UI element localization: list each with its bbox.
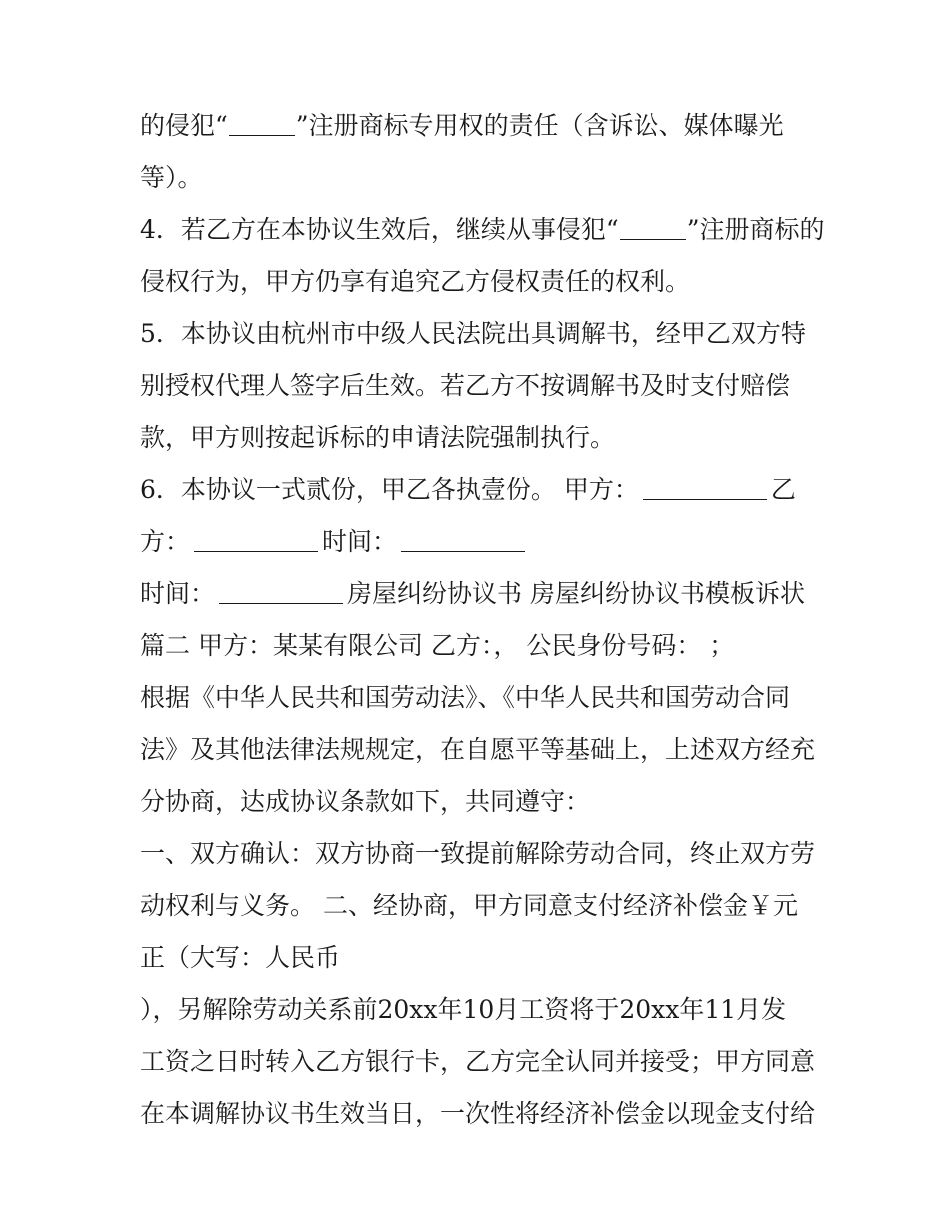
text-segment: ”注册商标专用权的责任（含诉讼、媒体曝光	[295, 111, 784, 140]
fill-in-blank	[219, 581, 343, 604]
text-segment: 法》及其他法律法规规定，在自愿平等基础上，上述双方经充	[140, 735, 816, 764]
fill-in-blank	[194, 529, 318, 552]
fill-in-blank	[229, 113, 295, 136]
text-segment: 6．本协议一式贰份，甲乙各执壹份。 甲方：	[140, 475, 639, 504]
text-line	[140, 318, 840, 350]
text-segment: 侵权行为，甲方仍享有追究乙方侵权责任的权利。	[140, 267, 691, 296]
text-segment: 动权利与义务。 二、经协商，甲方同意支付经济补偿金￥元	[140, 891, 798, 920]
fill-in-blank	[643, 477, 767, 500]
text-line	[140, 214, 840, 246]
text-segment: 在本调解协议书生效当日，一次性将经济补偿金以现金支付给	[140, 1099, 816, 1128]
text-line	[140, 630, 840, 662]
text-segment: 根据《中华人民共和国劳动法》、《中华人民共和国劳动合同	[140, 683, 791, 712]
text-segment: 时间：	[322, 527, 398, 556]
text-line	[140, 266, 840, 298]
text-segment: 方：	[140, 527, 191, 556]
text-segment: 款，甲方则按起诉标的申请法院强制执行。	[140, 423, 616, 452]
text-segment: 乙	[770, 475, 796, 504]
text-line	[140, 422, 840, 454]
text-line	[140, 942, 840, 974]
text-line	[140, 682, 840, 714]
fill-in-blank	[401, 529, 525, 552]
text-line	[140, 162, 840, 194]
fill-in-blank	[620, 217, 686, 240]
text-segment: 一、双方确认：双方协商一致提前解除劳动合同，终止双方劳	[140, 839, 816, 868]
text-segment: 别授权代理人签字后生效。若乙方不按调解书及时支付赔偿	[140, 371, 791, 400]
text-segment: 房屋纠纷协议书 房屋纠纷协议书模板诉状	[347, 579, 805, 608]
text-segment: ”注册商标的	[686, 215, 825, 244]
text-segment: 时间：	[140, 579, 216, 608]
text-line	[140, 526, 840, 558]
text-segment: ），另解除劳动关系前20xx年10月工资将于20xx年11月发	[140, 995, 787, 1024]
text-segment: 5．本协议由杭州市中级人民法院出具调解书，经甲乙双方特	[140, 319, 806, 348]
text-segment: 工资之日时转入乙方银行卡，乙方完全认同并接受；甲方同意	[140, 1047, 816, 1076]
text-line	[140, 110, 840, 142]
text-segment: 分协商，达成协议条款如下，共同遵守：	[140, 787, 591, 816]
text-line	[140, 1098, 840, 1130]
text-segment: 4．若乙方在本协议生效后，继续从事侵犯“	[140, 215, 619, 244]
text-segment: 正（大写：人民币	[140, 943, 341, 972]
text-line	[140, 474, 840, 506]
text-line	[140, 370, 840, 402]
text-line	[140, 838, 840, 870]
text-segment: 的侵犯“	[140, 111, 228, 140]
text-line	[140, 994, 840, 1026]
text-line	[140, 890, 840, 922]
text-segment: 篇二 甲方：某某有限公司 乙方：， 公民身份号码： ；	[140, 631, 735, 660]
text-segment: 等）。	[140, 163, 203, 192]
text-line	[140, 734, 840, 766]
text-line	[140, 786, 840, 818]
text-line	[140, 578, 840, 610]
text-line	[140, 1046, 840, 1078]
